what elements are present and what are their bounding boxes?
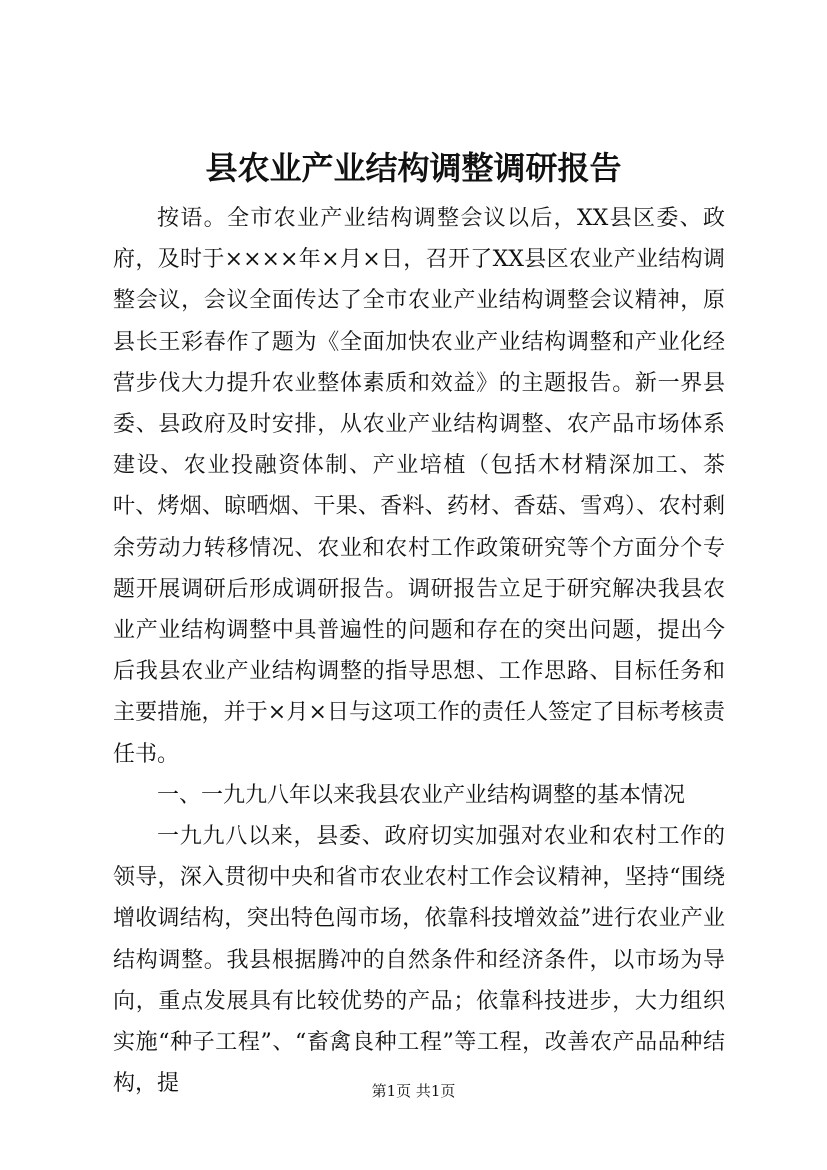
paragraph-section-1: 一九九八以来，县委、政府切实加强对农业和农村工作的领导，深入贯彻中央和省市农业农村工作会议精神，坚持“围绕增收调结构，突出特色闯市场，依靠科技增效益”进行农业产业结构调整。我县根据腾冲的自然条件和经济条件，以市场为导向，重点发展具有比较优势的产品；依靠科技进步，大力组织实施“种子工程”、“畜禽良种工程”等工程，改善农产品品种结构，提 <box>113 824 725 1097</box>
document-body <box>113 198 725 1104</box>
paragraph-preface: 按语。全市农业产业结构调整会议以后，XX县区委、政府，及时于××××年×月×日，召开了XX县区农业产业结构调整会议，会议全面传达了全市农业产业结构调整会议精神，原县长王彩春作了题为《全面加快农业产业结构调整和产业化经营步伐大力提升农业整体素质和效益》的主题报告。新一界县委、县政府及时安排，从农业产业结构调整、农产品市场体系建设、农业投融资体制、产业培植（包括木材精深加工、茶叶、烤烟、晾晒烟、干果、香料、药材、香菇、雪鸡）、农村剩余劳动力转移情况、农业和农村工作政策研究等个方面分个专题开展调研后形成调研报告。调研报告立足于研究解决我县农业产业结构调整中具普遍性的问题和存在的突出问题，提出今后我县农业产业结构调整的指导思想、工作思路、目标任务和主要措施，并于×月×日与这项工作的责任人签定了目标考核责任书。 <box>113 206 725 767</box>
page-number-footer: 第1页 共1页 <box>371 1082 456 1100</box>
section-heading-1: 一、一九九八年以来我县农业产业结构调整的基本情况 <box>157 782 686 808</box>
document-title: 县农业产业结构调整调研报告 <box>205 149 622 187</box>
